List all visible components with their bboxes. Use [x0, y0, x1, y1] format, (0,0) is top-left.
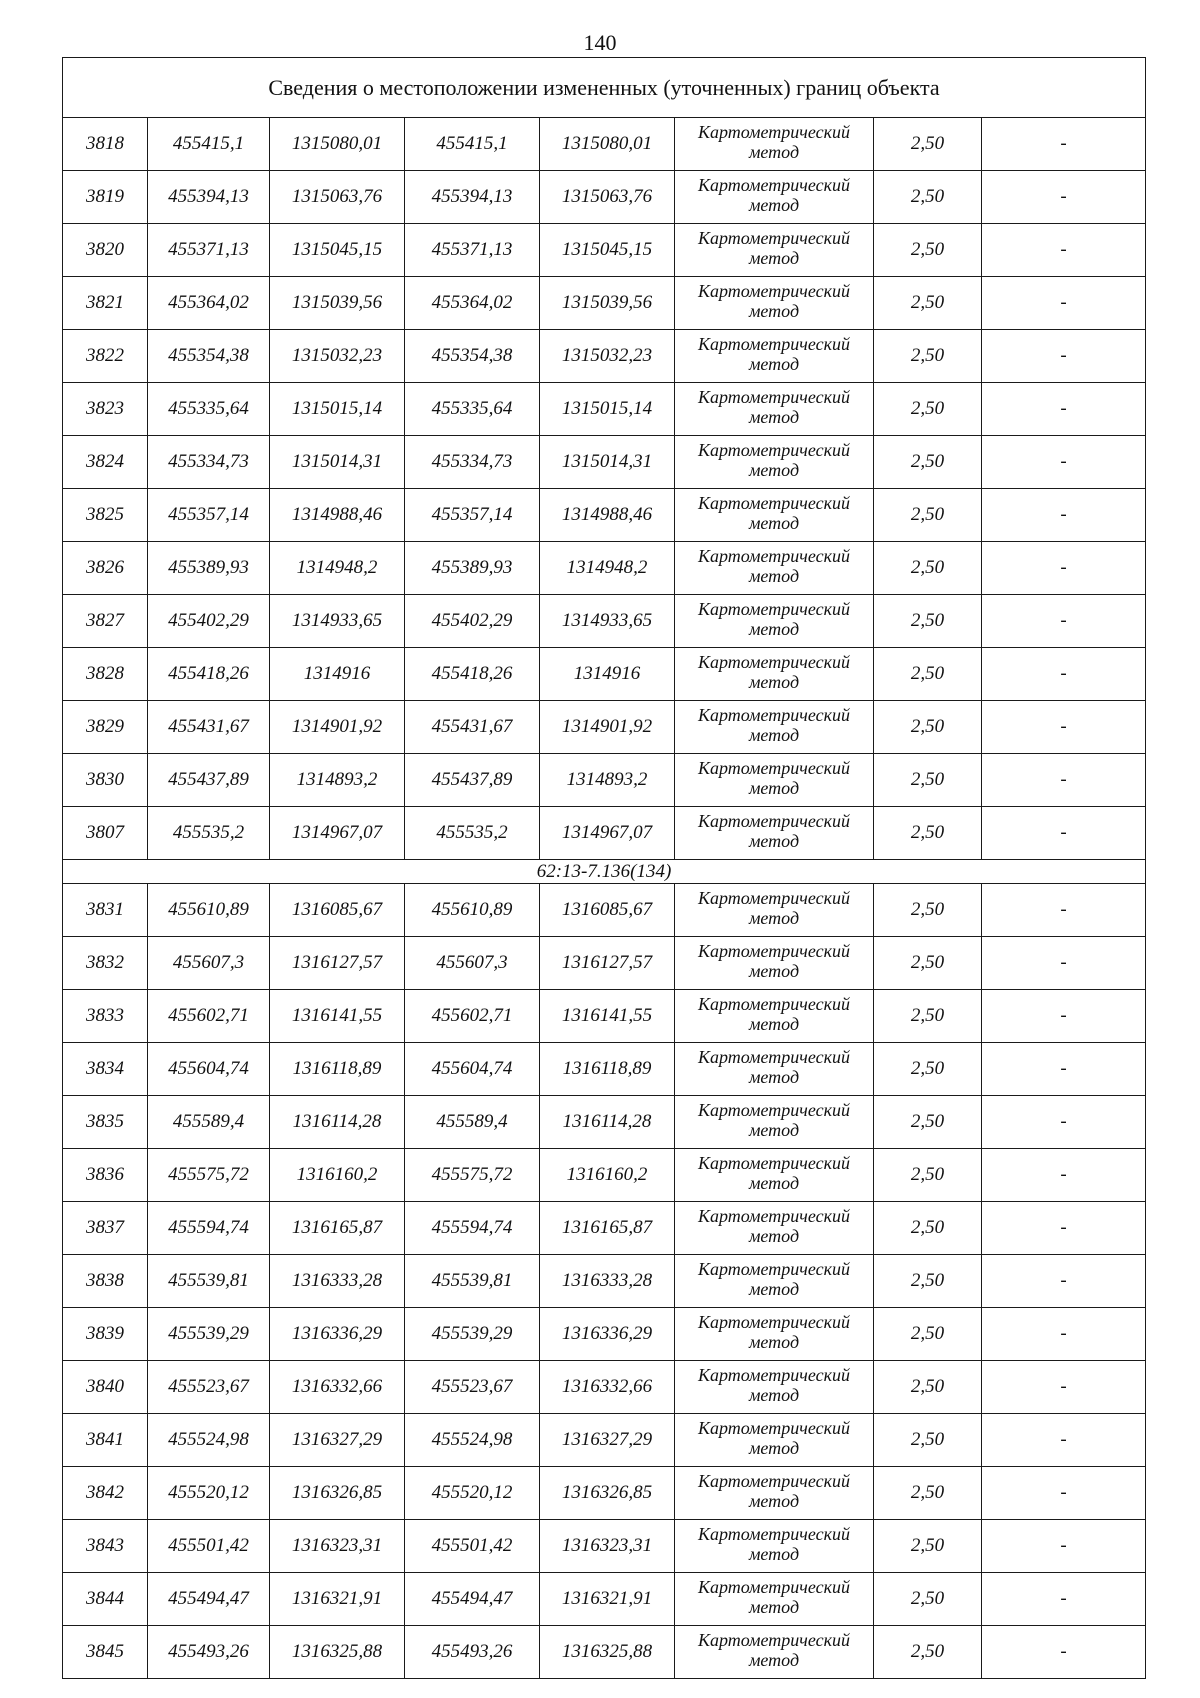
y-existing-cell: 1316085,67: [270, 884, 405, 937]
description-cell: -: [982, 224, 1146, 277]
description-cell: -: [982, 436, 1146, 489]
y-new-cell: 1315032,23: [540, 330, 675, 383]
y-existing-cell: 1314948,2: [270, 542, 405, 595]
accuracy-cell: 2,50: [874, 224, 982, 277]
point-number-cell: 3818: [63, 118, 148, 171]
accuracy-cell: 2,50: [874, 383, 982, 436]
table-row: [63, 171, 1146, 224]
y-existing-cell: 1316114,28: [270, 1096, 405, 1149]
x-new-cell: 455402,29: [405, 595, 540, 648]
accuracy-cell: 2,50: [874, 701, 982, 754]
method-cell: Картометрический метод: [675, 1520, 874, 1573]
table-row: [63, 701, 1146, 754]
point-number-cell: 3843: [63, 1520, 148, 1573]
accuracy-cell: 2,50: [874, 171, 982, 224]
y-new-cell: 1315063,76: [540, 171, 675, 224]
y-new-cell: 1314901,92: [540, 701, 675, 754]
description-cell: -: [982, 489, 1146, 542]
description-cell: -: [982, 754, 1146, 807]
table-row: [63, 648, 1146, 701]
method-cell: Картометрический метод: [675, 754, 874, 807]
y-existing-cell: 1314901,92: [270, 701, 405, 754]
table-title: Сведения о местоположении измененных (уточненных) границ объекта: [63, 58, 1146, 118]
x-new-cell: 455501,42: [405, 1520, 540, 1573]
x-new-cell: 455437,89: [405, 754, 540, 807]
y-new-cell: 1316327,29: [540, 1414, 675, 1467]
method-cell: Картометрический метод: [675, 990, 874, 1043]
description-cell: -: [982, 1043, 1146, 1096]
y-existing-cell: 1316332,66: [270, 1361, 405, 1414]
y-new-cell: 1316333,28: [540, 1255, 675, 1308]
description-cell: -: [982, 884, 1146, 937]
x-new-cell: 455539,81: [405, 1255, 540, 1308]
method-cell: Картометрический метод: [675, 1626, 874, 1679]
description-cell: -: [982, 330, 1146, 383]
y-existing-cell: 1316141,55: [270, 990, 405, 1043]
point-number-cell: 3834: [63, 1043, 148, 1096]
x-new-cell: 455539,29: [405, 1308, 540, 1361]
x-existing-cell: 455354,38: [148, 330, 270, 383]
y-existing-cell: 1314916: [270, 648, 405, 701]
section-heading-row: [63, 860, 1146, 884]
x-new-cell: 455604,74: [405, 1043, 540, 1096]
table-row: [63, 489, 1146, 542]
accuracy-cell: 2,50: [874, 436, 982, 489]
accuracy-cell: 2,50: [874, 1520, 982, 1573]
point-number-cell: 3823: [63, 383, 148, 436]
accuracy-cell: 2,50: [874, 990, 982, 1043]
accuracy-cell: 2,50: [874, 489, 982, 542]
x-existing-cell: 455501,42: [148, 1520, 270, 1573]
x-new-cell: 455431,67: [405, 701, 540, 754]
x-existing-cell: 455371,13: [148, 224, 270, 277]
x-new-cell: 455493,26: [405, 1626, 540, 1679]
table-row: [63, 754, 1146, 807]
accuracy-cell: 2,50: [874, 648, 982, 701]
y-existing-cell: 1315045,15: [270, 224, 405, 277]
y-new-cell: 1316114,28: [540, 1096, 675, 1149]
x-existing-cell: 455535,2: [148, 807, 270, 860]
x-new-cell: 455575,72: [405, 1149, 540, 1202]
x-existing-cell: 455524,98: [148, 1414, 270, 1467]
description-cell: -: [982, 118, 1146, 171]
point-number-cell: 3828: [63, 648, 148, 701]
accuracy-cell: 2,50: [874, 595, 982, 648]
table-row: [63, 1414, 1146, 1467]
y-existing-cell: 1316333,28: [270, 1255, 405, 1308]
method-cell: Картометрический метод: [675, 1467, 874, 1520]
method-cell: Картометрический метод: [675, 171, 874, 224]
accuracy-cell: 2,50: [874, 1149, 982, 1202]
table-row: [63, 383, 1146, 436]
accuracy-cell: 2,50: [874, 1573, 982, 1626]
method-cell: Картометрический метод: [675, 1308, 874, 1361]
method-cell: Картометрический метод: [675, 1255, 874, 1308]
x-new-cell: 455594,74: [405, 1202, 540, 1255]
y-new-cell: 1316141,55: [540, 990, 675, 1043]
description-cell: -: [982, 542, 1146, 595]
y-new-cell: 1315015,14: [540, 383, 675, 436]
point-number-cell: 3829: [63, 701, 148, 754]
method-cell: Картометрический метод: [675, 648, 874, 701]
description-cell: -: [982, 648, 1146, 701]
table-row: [63, 542, 1146, 595]
method-cell: Картометрический метод: [675, 1202, 874, 1255]
x-existing-cell: 455402,29: [148, 595, 270, 648]
description-cell: -: [982, 1467, 1146, 1520]
x-existing-cell: 455394,13: [148, 171, 270, 224]
point-number-cell: 3819: [63, 171, 148, 224]
y-existing-cell: 1315032,23: [270, 330, 405, 383]
accuracy-cell: 2,50: [874, 1467, 982, 1520]
point-number-cell: 3840: [63, 1361, 148, 1414]
description-cell: -: [982, 1626, 1146, 1679]
point-number-cell: 3839: [63, 1308, 148, 1361]
x-existing-cell: 455607,3: [148, 937, 270, 990]
accuracy-cell: 2,50: [874, 277, 982, 330]
method-cell: Картометрический метод: [675, 489, 874, 542]
x-new-cell: 455610,89: [405, 884, 540, 937]
y-new-cell: 1316085,67: [540, 884, 675, 937]
y-new-cell: 1316321,91: [540, 1573, 675, 1626]
method-cell: Картометрический метод: [675, 1149, 874, 1202]
description-cell: -: [982, 1202, 1146, 1255]
table-row: [63, 277, 1146, 330]
table-row: [63, 807, 1146, 860]
method-cell: Картометрический метод: [675, 277, 874, 330]
point-number-cell: 3820: [63, 224, 148, 277]
accuracy-cell: 2,50: [874, 807, 982, 860]
description-cell: -: [982, 937, 1146, 990]
point-number-cell: 3835: [63, 1096, 148, 1149]
table-row: [63, 937, 1146, 990]
table-row: [63, 595, 1146, 648]
method-cell: Картометрический метод: [675, 542, 874, 595]
table-title-row: [63, 58, 1146, 118]
description-cell: -: [982, 171, 1146, 224]
x-new-cell: 455334,73: [405, 436, 540, 489]
description-cell: -: [982, 1255, 1146, 1308]
x-new-cell: 455415,1: [405, 118, 540, 171]
accuracy-cell: 2,50: [874, 1626, 982, 1679]
description-cell: -: [982, 1520, 1146, 1573]
point-number-cell: 3822: [63, 330, 148, 383]
y-new-cell: 1314916: [540, 648, 675, 701]
x-new-cell: 455364,02: [405, 277, 540, 330]
table-row: [63, 884, 1146, 937]
x-new-cell: 455494,47: [405, 1573, 540, 1626]
table-row: [63, 1096, 1146, 1149]
x-existing-cell: 455357,14: [148, 489, 270, 542]
description-cell: -: [982, 1361, 1146, 1414]
table-row: [63, 224, 1146, 277]
accuracy-cell: 2,50: [874, 1308, 982, 1361]
y-existing-cell: 1315063,76: [270, 171, 405, 224]
accuracy-cell: 2,50: [874, 1043, 982, 1096]
method-cell: Картометрический метод: [675, 1573, 874, 1626]
table-row: [63, 1308, 1146, 1361]
x-existing-cell: 455418,26: [148, 648, 270, 701]
y-new-cell: 1316118,89: [540, 1043, 675, 1096]
y-existing-cell: 1316326,85: [270, 1467, 405, 1520]
x-existing-cell: 455493,26: [148, 1626, 270, 1679]
x-new-cell: 455394,13: [405, 171, 540, 224]
y-new-cell: 1314948,2: [540, 542, 675, 595]
x-existing-cell: 455594,74: [148, 1202, 270, 1255]
accuracy-cell: 2,50: [874, 1255, 982, 1308]
y-existing-cell: 1316127,57: [270, 937, 405, 990]
table-row: [63, 1255, 1146, 1308]
y-new-cell: 1314967,07: [540, 807, 675, 860]
description-cell: -: [982, 1573, 1146, 1626]
table-row: [63, 1467, 1146, 1520]
table-row: [63, 330, 1146, 383]
x-existing-cell: 455431,67: [148, 701, 270, 754]
table-row: [63, 1520, 1146, 1573]
y-existing-cell: 1316321,91: [270, 1573, 405, 1626]
x-new-cell: 455524,98: [405, 1414, 540, 1467]
x-new-cell: 455602,71: [405, 990, 540, 1043]
accuracy-cell: 2,50: [874, 1414, 982, 1467]
x-existing-cell: 455604,74: [148, 1043, 270, 1096]
accuracy-cell: 2,50: [874, 542, 982, 595]
point-number-cell: 3842: [63, 1467, 148, 1520]
y-existing-cell: 1314967,07: [270, 807, 405, 860]
description-cell: -: [982, 990, 1146, 1043]
y-new-cell: 1316325,88: [540, 1626, 675, 1679]
method-cell: Картометрический метод: [675, 1043, 874, 1096]
description-cell: -: [982, 1308, 1146, 1361]
method-cell: Картометрический метод: [675, 436, 874, 489]
y-existing-cell: 1316165,87: [270, 1202, 405, 1255]
method-cell: Картометрический метод: [675, 937, 874, 990]
y-existing-cell: 1316118,89: [270, 1043, 405, 1096]
method-cell: Картометрический метод: [675, 118, 874, 171]
y-new-cell: 1316323,31: [540, 1520, 675, 1573]
description-cell: -: [982, 383, 1146, 436]
description-cell: -: [982, 595, 1146, 648]
y-existing-cell: 1315015,14: [270, 383, 405, 436]
method-cell: Картометрический метод: [675, 330, 874, 383]
table-row: [63, 1149, 1146, 1202]
method-cell: Картометрический метод: [675, 224, 874, 277]
point-number-cell: 3821: [63, 277, 148, 330]
y-new-cell: 1316326,85: [540, 1467, 675, 1520]
method-cell: Картометрический метод: [675, 1096, 874, 1149]
x-new-cell: 455354,38: [405, 330, 540, 383]
accuracy-cell: 2,50: [874, 1202, 982, 1255]
x-new-cell: 455607,3: [405, 937, 540, 990]
x-new-cell: 455418,26: [405, 648, 540, 701]
accuracy-cell: 2,50: [874, 1361, 982, 1414]
x-new-cell: 455535,2: [405, 807, 540, 860]
x-existing-cell: 455415,1: [148, 118, 270, 171]
y-existing-cell: 1315014,31: [270, 436, 405, 489]
x-existing-cell: 455364,02: [148, 277, 270, 330]
x-new-cell: 455520,12: [405, 1467, 540, 1520]
point-number-cell: 3844: [63, 1573, 148, 1626]
x-existing-cell: 455335,64: [148, 383, 270, 436]
x-existing-cell: 455539,81: [148, 1255, 270, 1308]
point-number-cell: 3836: [63, 1149, 148, 1202]
description-cell: -: [982, 1096, 1146, 1149]
y-existing-cell: 1316160,2: [270, 1149, 405, 1202]
table-row: [63, 990, 1146, 1043]
method-cell: Картометрический метод: [675, 807, 874, 860]
y-existing-cell: 1316327,29: [270, 1414, 405, 1467]
x-new-cell: 455357,14: [405, 489, 540, 542]
y-existing-cell: 1315039,56: [270, 277, 405, 330]
method-cell: Картометрический метод: [675, 701, 874, 754]
y-existing-cell: 1314988,46: [270, 489, 405, 542]
accuracy-cell: 2,50: [874, 330, 982, 383]
table-row: [63, 1626, 1146, 1679]
x-new-cell: 455523,67: [405, 1361, 540, 1414]
point-number-cell: 3825: [63, 489, 148, 542]
accuracy-cell: 2,50: [874, 884, 982, 937]
y-new-cell: 1316127,57: [540, 937, 675, 990]
x-existing-cell: 455575,72: [148, 1149, 270, 1202]
y-existing-cell: 1314893,2: [270, 754, 405, 807]
description-cell: -: [982, 1414, 1146, 1467]
table-row: [63, 1361, 1146, 1414]
table-row: [63, 1573, 1146, 1626]
accuracy-cell: 2,50: [874, 118, 982, 171]
x-existing-cell: 455334,73: [148, 436, 270, 489]
point-number-cell: 3833: [63, 990, 148, 1043]
y-new-cell: 1316332,66: [540, 1361, 675, 1414]
table-row: [63, 1043, 1146, 1096]
y-new-cell: 1315080,01: [540, 118, 675, 171]
table-body: [63, 58, 1146, 1679]
method-cell: Картометрический метод: [675, 1414, 874, 1467]
point-number-cell: 3827: [63, 595, 148, 648]
x-existing-cell: 455437,89: [148, 754, 270, 807]
y-new-cell: 1314933,65: [540, 595, 675, 648]
y-new-cell: 1316160,2: [540, 1149, 675, 1202]
method-cell: Картометрический метод: [675, 884, 874, 937]
x-existing-cell: 455539,29: [148, 1308, 270, 1361]
y-new-cell: 1314893,2: [540, 754, 675, 807]
point-number-cell: 3830: [63, 754, 148, 807]
x-existing-cell: 455602,71: [148, 990, 270, 1043]
description-cell: -: [982, 807, 1146, 860]
y-existing-cell: 1316336,29: [270, 1308, 405, 1361]
accuracy-cell: 2,50: [874, 754, 982, 807]
method-cell: Картометрический метод: [675, 1361, 874, 1414]
x-new-cell: 455335,64: [405, 383, 540, 436]
y-existing-cell: 1316323,31: [270, 1520, 405, 1573]
x-existing-cell: 455494,47: [148, 1573, 270, 1626]
y-existing-cell: 1315080,01: [270, 118, 405, 171]
point-number-cell: 3845: [63, 1626, 148, 1679]
x-new-cell: 455389,93: [405, 542, 540, 595]
x-existing-cell: 455610,89: [148, 884, 270, 937]
y-new-cell: 1316336,29: [540, 1308, 675, 1361]
y-existing-cell: 1316325,88: [270, 1626, 405, 1679]
x-existing-cell: 455523,67: [148, 1361, 270, 1414]
method-cell: Картометрический метод: [675, 595, 874, 648]
point-number-cell: 3838: [63, 1255, 148, 1308]
section-heading: 62:13-7.136(134): [63, 860, 1146, 884]
y-existing-cell: 1314933,65: [270, 595, 405, 648]
x-new-cell: 455371,13: [405, 224, 540, 277]
point-number-cell: 3807: [63, 807, 148, 860]
point-number-cell: 3826: [63, 542, 148, 595]
description-cell: -: [982, 277, 1146, 330]
point-number-cell: 3832: [63, 937, 148, 990]
x-existing-cell: 455389,93: [148, 542, 270, 595]
point-number-cell: 3841: [63, 1414, 148, 1467]
y-new-cell: 1315014,31: [540, 436, 675, 489]
y-new-cell: 1315039,56: [540, 277, 675, 330]
table-row: [63, 118, 1146, 171]
description-cell: -: [982, 1149, 1146, 1202]
y-new-cell: 1316165,87: [540, 1202, 675, 1255]
accuracy-cell: 2,50: [874, 937, 982, 990]
table-row: [63, 436, 1146, 489]
x-existing-cell: 455520,12: [148, 1467, 270, 1520]
point-number-cell: 3837: [63, 1202, 148, 1255]
coordinates-table: [62, 57, 1146, 1679]
accuracy-cell: 2,50: [874, 1096, 982, 1149]
x-existing-cell: 455589,4: [148, 1096, 270, 1149]
point-number-cell: 3831: [63, 884, 148, 937]
table-row: [63, 1202, 1146, 1255]
x-new-cell: 455589,4: [405, 1096, 540, 1149]
y-new-cell: 1315045,15: [540, 224, 675, 277]
method-cell: Картометрический метод: [675, 383, 874, 436]
y-new-cell: 1314988,46: [540, 489, 675, 542]
page-number: 140: [583, 30, 617, 55]
description-cell: -: [982, 701, 1146, 754]
point-number-cell: 3824: [63, 436, 148, 489]
